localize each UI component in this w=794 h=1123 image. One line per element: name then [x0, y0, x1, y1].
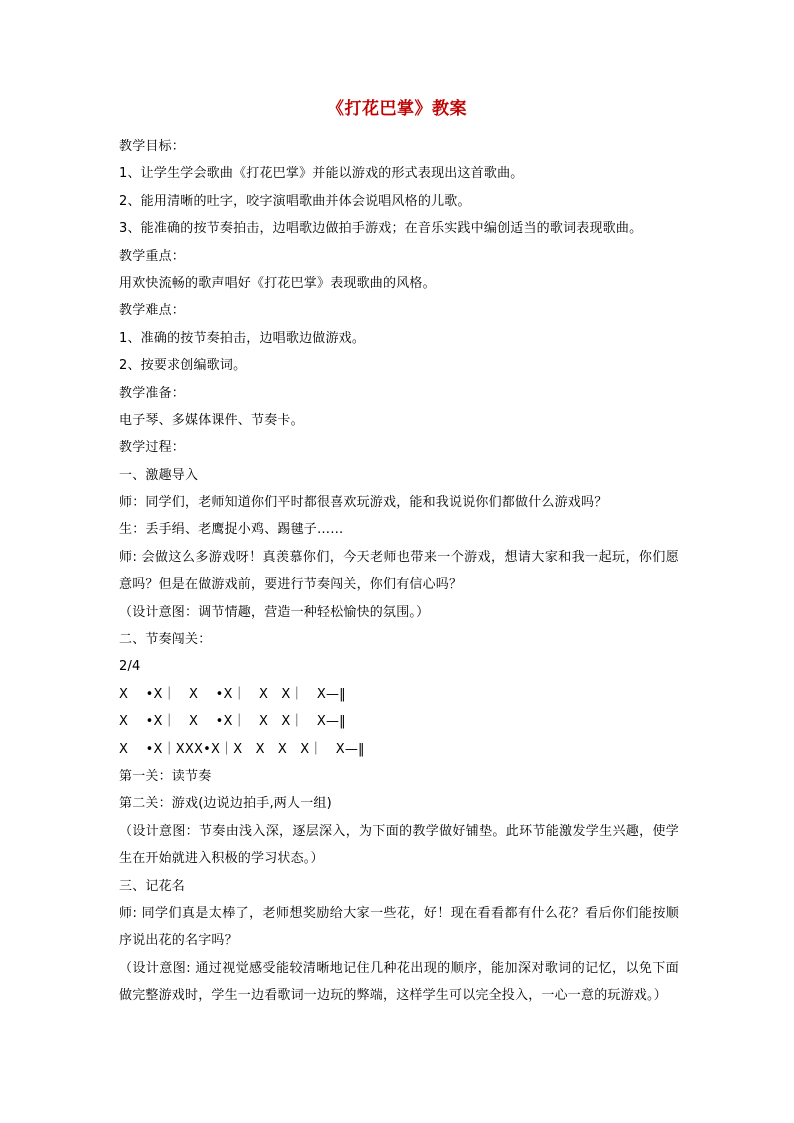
- time-signature: 2/4: [119, 659, 141, 675]
- section-3-heading: 三、记花名: [119, 878, 186, 894]
- rhythm-line-3: X •X｜XXX•X｜X X X X｜ X—‖: [119, 741, 365, 757]
- dialogue-teacher-2: 师: 会做这么多游戏呀！真羡慕你们，今天老师也带来一个游戏，想请大家和我一起玩，你们愿意吗？但是在做游戏前，要进行节奏闯关，你们有信心吗？: [119, 549, 679, 593]
- design-intent-2: （设计意图：节奏由浅入深，逐层深入，为下面的教学做好铺垫。此环节能激发学生兴趣，使学生在开始就进入积极的学习状态。）: [119, 823, 679, 867]
- heading-preparation: 教学准备：: [119, 385, 186, 401]
- difficulty-2: 2、按要求创编歌词。: [119, 358, 247, 374]
- heading-process: 教学过程：: [119, 440, 186, 456]
- heading-key-points: 教学重点：: [119, 248, 186, 264]
- document-body: [119, 133, 679, 1010]
- level-2: 第二关：游戏(边说边拍手,两人一组): [119, 796, 332, 812]
- objective-1: 1、让学生学会歌曲《打花巴掌》并能以游戏的形式表现出这首歌曲。: [119, 166, 524, 182]
- document-title: 《打花巴掌》教案: [327, 99, 467, 119]
- dialogue-teacher-1: 师：同学们，老师知道你们平时都很喜欢玩游戏，能和我说说你们都做什么游戏吗？: [119, 495, 608, 511]
- design-intent-1: （设计意图：调节情趣，营造一种轻松愉快的氛围。）: [119, 604, 430, 620]
- difficulty-1: 1、准确的按节奏拍击，边唱歌边做游戏。: [119, 330, 366, 346]
- dialogue-teacher-3: 师: 同学们真是太棒了，老师想奖励给大家一些花，好！现在看看都有什么花？看后你们能按顺序说出花的名字吗？: [119, 906, 679, 949]
- preparation-items: 电子琴、多媒体课件、节奏卡。: [119, 412, 304, 428]
- level-1: 第一关：读节奏: [119, 769, 212, 785]
- section-1-heading: 一、激趣导入: [119, 467, 199, 483]
- objective-2: 2、能用清晰的吐字，咬字演唱歌曲并体会说唱风格的儿歌。: [119, 193, 471, 209]
- section-2-heading: 二、节奏闯关：: [119, 632, 212, 648]
- rhythm-line-1: X •X｜ X •X｜ X X｜ X—‖: [119, 686, 346, 702]
- key-point: 用欢快流畅的歌声唱好《打花巴掌》表现歌曲的风格。: [119, 275, 436, 291]
- design-intent-3: （设计意图: 通过视觉感受能较清晰地记住几种花出现的顺序，能加深对歌词的记忆，以免下面做完整游戏时，学生一边看歌词一边玩的弊端，这样学生可以完全投入，一心一意的玩游戏。）: [119, 960, 679, 1004]
- heading-objectives: 教学目标：: [119, 139, 186, 154]
- heading-difficulties: 教学难点：: [119, 303, 186, 319]
- objective-3: 3、能准确的按节奏拍击，边唱歌边做拍手游戏；在音乐实践中编创适当的歌词表现歌曲。: [119, 221, 643, 237]
- rhythm-line-2: X •X｜ X •X｜ X X｜ X—‖: [119, 714, 346, 730]
- dialogue-student-1: 生：丢手绢、老鹰捉小鸡、踢毽子……: [119, 522, 344, 538]
